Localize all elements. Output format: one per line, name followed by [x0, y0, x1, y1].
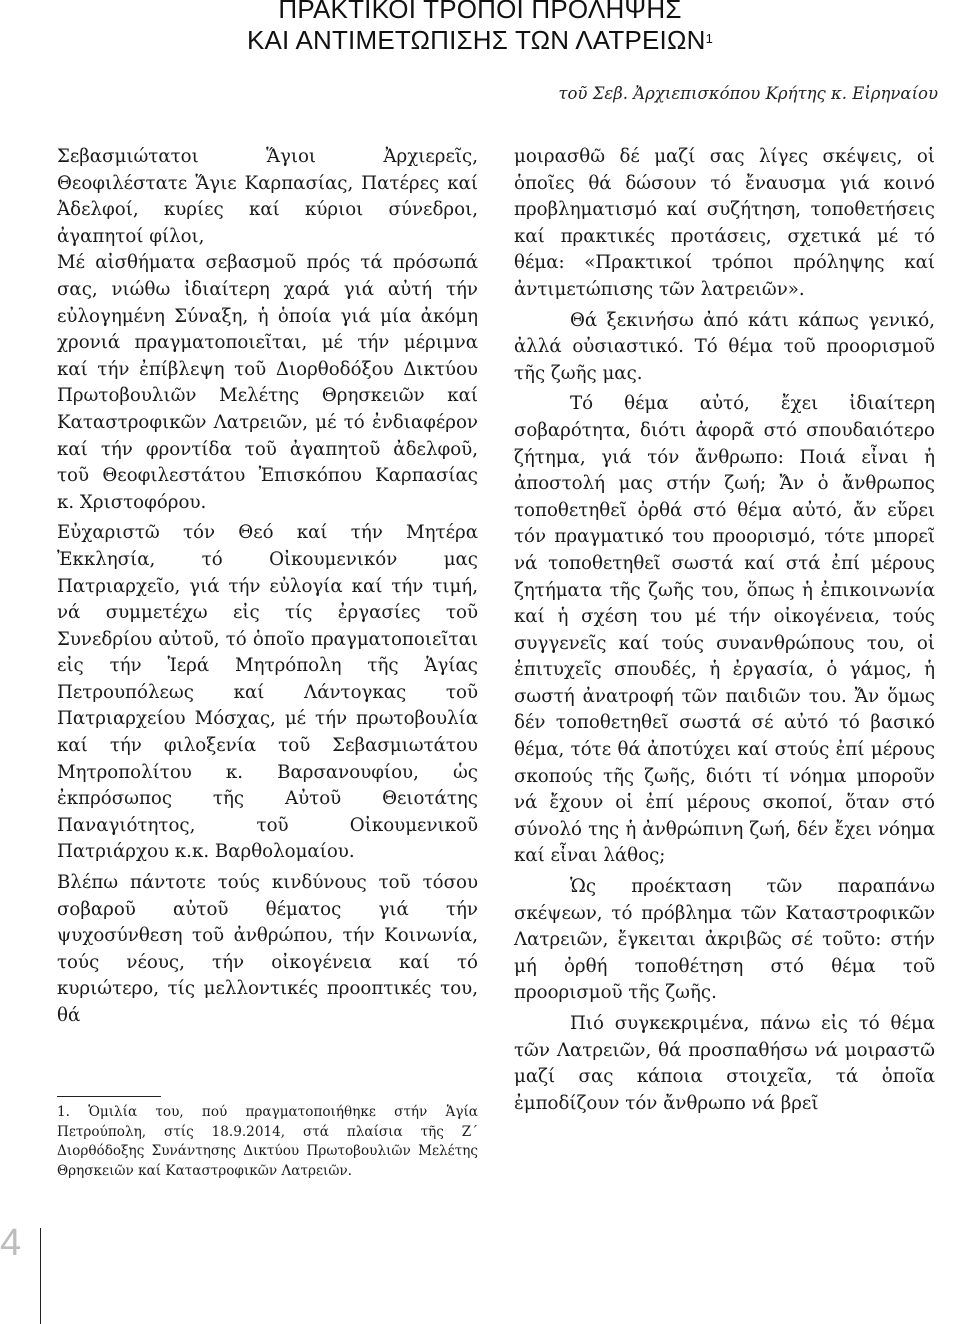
article-title [0, 0, 960, 56]
paragraph: Μέ αἰσθήματα σεβασμοῦ πρός τά πρόσωπά σας, νιώθω ἰδιαίτερη χαρά γιά αὐτή τήν εὐλογημένη Σύναξη, ἡ ὁποία γιά μία ἀκόμη χρονιά πραγματοποιεῖται, μέ τήν μέριμνα καί τήν ἐπίβλεψη τοῦ Διορθοδόξου Δικτύου Πρωτοβουλιῶν Μελέτης Θρησκειῶν καί Καταστροφικῶν Λατρειῶν, μέ τό ἐνδιαφέρον καί τήν φροντίδα τοῦ ἀγαπητοῦ ἀδελφοῦ, τοῦ Θεοφιλεστάτου Ἐπισκόπου Καρπασίας κ. Χριστοφόρου. [57, 252, 478, 513]
title-line-2-text: ΚΑΙ ΑΝΤΙΜΕΤΩΠΙΣΗΣ ΤΩΝ ΛΑΤΡΕΙΩΝ [246, 25, 706, 55]
paragraph: Εὐχαριστῶ τόν Θεό καί τήν Μητέρα Ἐκκλησία, τό Οἰκουμενικόν μας Πατριαρχεῖο, γιά τήν εὐλογία καί τήν τιμή, νά συμμετέχω εἰς τίς ἐργασίες τοῦ Συνεδρίου αὐτοῦ, τό ὁποῖο πραγματοποιεῖται εἰς τήν Ἱερά Μητρόπολη τῆς Ἁγίας Πετρουπόλεως καί Λάντογκας τοῦ Πατριαρχείου Μόσχας, μέ τήν πρωτοβουλία καί τήν φιλοξενία τοῦ Σεβασμιωτάτου Μητροπολίτου κ. Βαρσανουφίου, ὡς ἐκπρόσωπος τῆς Αὐτοῦ Θειοτάτης Παναγιότητος, τοῦ Οἰκουμενικοῦ Πατριάρχου κ.κ. Βαρθολομαίου. [57, 522, 478, 863]
paragraph: μοιρασθῶ δέ μαζί σας λίγες σκέψεις, οἱ ὁποῖες θά δώσουν τό ἔναυσμα γιά κοινό προβληματισμό καί συζήτηση, τοποθετήσεις καί πρακτικές προτάσεις, σχετικά μέ τό θέμα: «Πρακτικοί τρόποι πρόληψης καί ἀντιμετώπισης τῶν λατρειῶν». [514, 146, 935, 300]
paragraph: Θά ξεκινήσω ἀπό κάτι κάπως γενικό, ἀλλά οὐσιαστικό. Τό θέμα τοῦ προορισμοῦ τῆς ζωῆς μας. [514, 309, 935, 384]
right-column [514, 144, 935, 1117]
footnote-divider [57, 1096, 161, 1097]
footnote-ref[interactable]: 1 [705, 31, 714, 46]
footnote-text: Ὁμιλία του, πού πραγματοποιήθηκε στήν Ἁγία Πετρούπολη, στίς 18.9.2014, στά πλαίσια τῆς Ζ΄ Διορθόδοξης Συνάντησης Δικτύου Πρωτοβουλιῶν Μελέτης Θρησκειῶν καί Καταστροφικῶν Λατρειῶν. [57, 1104, 478, 1179]
page-number: 4 [0, 1222, 22, 1264]
paragraph: Βλέπω πάντοτε τούς κινδύνους τοῦ τόσου σοβαροῦ αὐτοῦ θέματος γιά τήν ψυχοσύνθεση τοῦ ἀνθρώπου, τήν Κοινωνία, τούς νέους, τήν οἰκογένεια καί τό κυριώτερο, τίς μελλοντικές προοπτικές του, θά [57, 872, 478, 1026]
page-number-rule [40, 1228, 41, 1324]
paragraph-salutation: Σεβασμιώτατοι Ἅγιοι Ἀρχιερεῖς, Θεοφιλέστατε Ἅγιε Καρπασίας, Πατέρες καί Ἀδελφοί, κυρίες καί κύριοι σύνεδροι, ἀγαπητοί φίλοι, [57, 146, 478, 247]
paragraph: Ὡς προέκταση τῶν παραπάνω σκέψεων, τό πρόβλημα τῶν Καταστροφικῶν Λατρειῶν, ἔγκειται ἀκριβῶς σέ τοῦτο: στήν μή ὀρθή τοποθέτηση στό θέμα τοῦ προορισμοῦ τῆς ζωῆς. [514, 876, 935, 1004]
title-line-1: ΠΡΑΚΤΙΚΟΙ ΤΡΟΠΟΙ ΠΡΟΛΗΨΗΣ [278, 0, 682, 24]
author-line: τοῦ Σεβ. Ἀρχιεπισκόπου Κρήτης κ. Εἰρηναίου [558, 84, 938, 103]
left-column [57, 144, 478, 1030]
footnote [57, 1103, 478, 1181]
title-line-2 [0, 25, 960, 56]
paragraph: Πιό συγκεκριμένα, πάνω εἰς τό θέμα τῶν Λατρειῶν, θά προσπαθήσω νά μοιραστῶ μαζί σας κάποια στοιχεῖα, τά ὁποῖα ἐμποδίζουν τόν ἄνθρωπο νά βρεῖ [514, 1013, 935, 1114]
footnote-number: 1. [57, 1104, 70, 1120]
paragraph: Τό θέμα αὐτό, ἔχει ἰδιαίτερη σοβαρότητα, διότι ἀφορᾶ στό σπουδαιότερο ζήτημα, γιά τόν ἄνθρωπο: Ποιά εἶναι ἡ ἀποστολή μας στήν ζωή; Ἄν ὁ ἄνθρωπος τοποθετηθεῖ ὀρθά στό θέμα αὐτό, ἄν εὕρει τόν πραγματικό του προορισμό, τότε μπορεῖ νά τοποθετηθεῖ σωστά καί στά ἐπί μέρους ζητήματα τῆς ζωῆς του, ὅπως ἡ ἐπικοινωνία καί ἡ σχέση του μέ τήν οἰκογένεια, τούς συγγενεῖς καί τούς συνανθρώπους του, οἱ ἐπιτυχεῖς σπουδές, ἡ ἐργασία, ὁ γάμος, ἡ σωστή ἀνατροφή τῶν παιδιῶν του. Ἄν ὅμως δέν τοποθετηθεῖ σωστά σέ αὐτό τό βασικό θέμα, τότε θά ἀποτύχει καί στούς ἐπί μέρους σκοπούς τῆς ζωῆς, διότι τί νόημα μποροῦν νά ἔχουν οἱ ἐπί μέρους σκοποί, ὅταν στό σύνολό της ἡ ἀνθρώπινη ζωή, δέν ἔχει νόημα καί εἶναι λάθος; [514, 393, 935, 867]
